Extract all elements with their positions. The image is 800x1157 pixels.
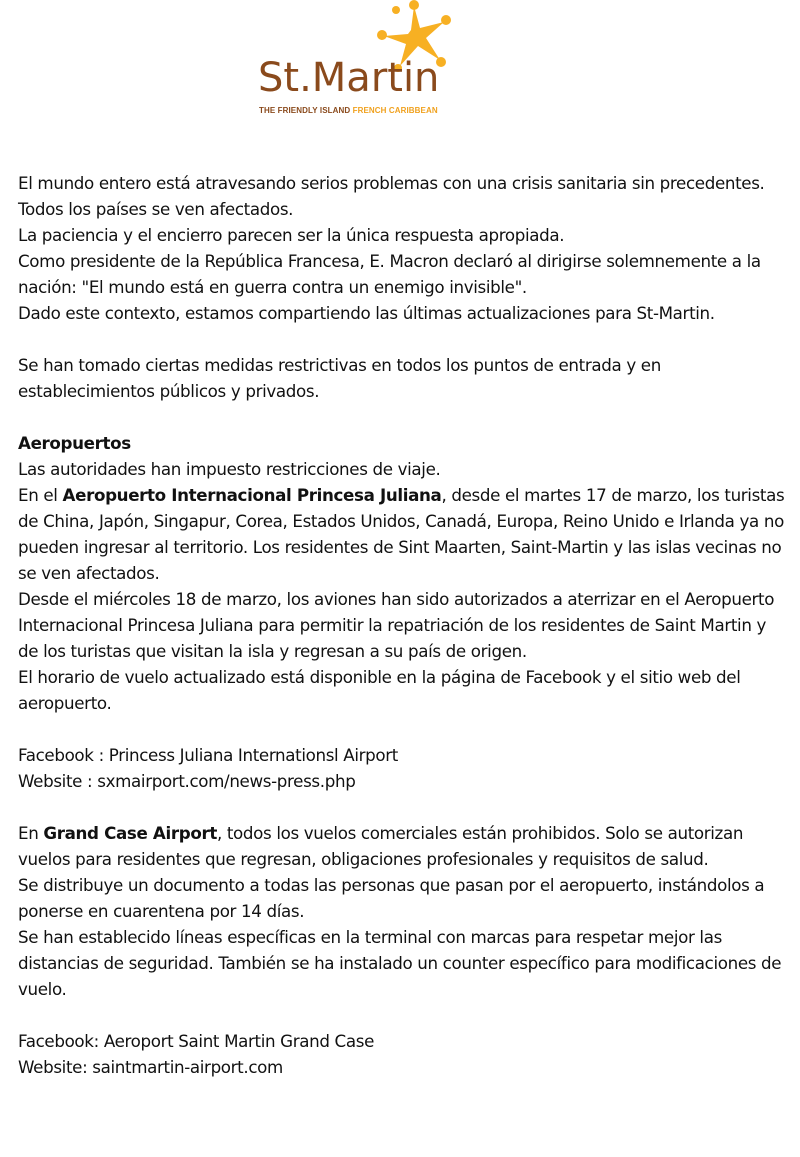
- juliana-website-line: Website : sxmairport.com/news-press.php: [18, 771, 356, 791]
- schedule-paragraph: El horario de vuelo actualizado está disponible en la página de Facebook y el sitio web del aeropuerto.: [18, 667, 741, 713]
- intro-line-1: El mundo entero está atravesando serios problemas con una crisis sanitaria sin precedentes.: [18, 173, 765, 193]
- juliana-pre: En el: [18, 485, 63, 505]
- terminal-lines-paragraph: Se han establecido líneas específicas en la terminal con marcas para respetar mejor las distancias de seguridad. También se ha instalado un counter específico para modificaciones de vuelo.: [18, 927, 782, 999]
- grand-case-website-line: Website: saintmartin-airport.com: [18, 1057, 283, 1077]
- grand-case-facebook-line: Facebook: Aeroport Saint Martin Grand Case: [18, 1031, 374, 1051]
- intro-line-2: Todos los países se ven afectados.: [18, 199, 294, 219]
- logo-tagline: [259, 106, 438, 116]
- intro-line-3: La paciencia y el encierro parecen ser la única respuesta apropiada.: [18, 225, 565, 245]
- grand-case-pre: En: [18, 823, 44, 843]
- logo-wordmark: St.Martin: [258, 55, 440, 101]
- grand-case-paragraph: [18, 820, 790, 872]
- restrictions-line: Las autoridades han impuesto restricciones de viaje.: [18, 459, 441, 479]
- repatriation-paragraph: Desde el miércoles 18 de marzo, los aviones han sido autorizados a aterrizar en el Aeropuerto Internacional Princesa Juliana para permitir la repatriación de los residentes de Saint Martin y de los turistas que visitan la isla y regresan a su país de origen.: [18, 589, 775, 661]
- tagline-part-1: THE FRIENDLY ISLAND: [259, 106, 353, 115]
- grand-case-airport-name: Grand Case Airport: [43, 823, 217, 843]
- intro-line-4: Como presidente de la República Francesa, E. Macron declaró al dirigirse solemnemente a la nación: "El mundo está en guerra contra un enemigo invisible".: [18, 251, 761, 297]
- measures-paragraph: Se han tomado ciertas medidas restrictivas en todos los puntos de entrada y en establecimientos públicos y privados.: [18, 355, 661, 401]
- juliana-paragraph: [18, 482, 790, 586]
- grand-case-post: , todos los vuelos comerciales están prohibidos. Solo se autorizan vuelos para residentes que regresan, obligaciones profesionales y requisitos de salud.: [18, 823, 744, 869]
- document-body: [18, 170, 790, 1080]
- tagline-part-2: FRENCH CARIBBEAN: [352, 106, 438, 115]
- juliana-airport-name: Aeropuerto Internacional Princesa Juliana: [62, 485, 442, 505]
- intro-line-5: Dado este contexto, estamos compartiendo las últimas actualizaciones para St-Martin.: [18, 303, 715, 323]
- st-martin-logo: [252, 0, 452, 118]
- quarantine-paragraph: Se distribuye un documento a todas las personas que pasan por el aeropuerto, instándolos a ponerse en cuarentena por 14 días.: [18, 875, 765, 921]
- juliana-post: , desde el martes 17 de marzo, los turistas de China, Japón, Singapur, Corea, Estados Unidos, Canadá, Europa, Reino Unido e Irlanda ya no pueden ingresar al territorio. Los residentes de Sint Maarten, Saint-Martin y las islas vecinas no se ven afectados.: [18, 485, 785, 583]
- airports-heading: Aeropuertos: [18, 433, 131, 453]
- juliana-facebook-line: Facebook : Princess Juliana Internationsl Airport: [18, 745, 398, 765]
